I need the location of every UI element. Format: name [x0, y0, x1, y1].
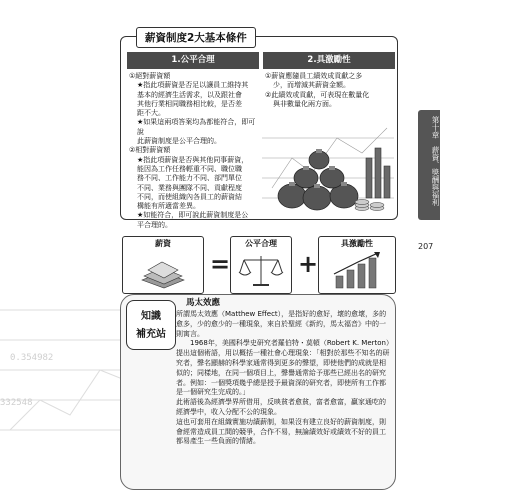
column-line: ①絕對薪資額: [129, 72, 171, 80]
column-line: 此薪資制度是公平合理的。: [137, 137, 221, 146]
column-line: 基本的經濟生活需求，以及跟社會: [137, 90, 242, 99]
knowledge-title: 馬太效應: [186, 298, 221, 308]
column-line: 不同，而使組織內各員工的薪資結: [137, 192, 242, 201]
money-stack-icon: [138, 250, 188, 290]
salary-label: 薪資: [155, 239, 171, 248]
column-line: 其他行業相同職務相比較，是否差: [137, 99, 242, 108]
badge-line-2: 補充站: [136, 329, 166, 340]
column-line: ★指此項薪資是否與其他同事薪資，: [137, 155, 249, 164]
knowledge-text: [176, 310, 390, 447]
knowledge-paragraph: 1968年，美國科學史研究者羅伯特・莫頓（Robert K. Merton）提出這個術語，用以概括一種社會心理現象：「相對於那些不知名的研究者，聲名顯赫的科學家通常得到更多的聲望，即使他們的成就是相似的；同樣地，在同一個項目上，聲譽通常給予那些已經出名的研究者。例如：一個獎項幾乎總是授予最資深的研究者，即使所有工作都是一個研究生完成的。」: [176, 339, 390, 397]
column-line: 不同、業務與團隊不同、貢獻程度: [137, 183, 242, 192]
background-decoration: [0, 280, 130, 480]
page-number: 207: [418, 242, 434, 251]
column-line: 與非數量化兩方面。: [273, 99, 336, 108]
money-bags-illustration: [262, 118, 394, 216]
balance-scale-icon: [238, 252, 284, 290]
column-line: ②此績效或貢獻，可表現在數量化: [265, 90, 370, 99]
fairness-label: 公平合理: [245, 239, 277, 248]
equals-sign: =: [210, 250, 231, 278]
column-line: 能因為工作任務輕重不同、職位職: [137, 164, 242, 173]
column-header-fairness: 1.公平合理: [127, 52, 259, 69]
motivation-text: [265, 72, 393, 109]
plus-sign: +: [298, 250, 319, 278]
column-line: ★指此項薪資是否足以讓員工維持其: [137, 81, 249, 90]
column-line: ①薪資應隨員工績效成貢獻之多: [265, 72, 363, 80]
column-line: 構能有所適當差異。: [137, 202, 200, 211]
knowledge-paragraph: 此術語後為經濟學界所借用，反映貧者愈貧，富者愈富，贏家通吃的經濟學中，收入分配不公的現象。: [176, 398, 386, 416]
column-line: 距不大。: [137, 109, 165, 118]
column-line: ★如能符合，即可說此薪資制度是公: [137, 211, 249, 220]
background-number: 0.354982: [10, 353, 54, 363]
badge-line-1: 知識: [141, 311, 161, 322]
column-line: 平合理的。: [137, 220, 172, 229]
column-line: 少，而增減其薪資金額。: [273, 81, 350, 90]
fairness-text: [129, 72, 261, 230]
motivation-label: 具激勵性: [341, 239, 373, 248]
section-title: 薪資制度2大基本條件: [136, 27, 256, 48]
growth-chart-icon: [330, 250, 386, 290]
column-line: ★如果這兩項答案均為都能符合，即可說: [137, 118, 256, 136]
background-number: 332548: [0, 398, 33, 408]
knowledge-paragraph: 這也可套用在組織實施功績薪制，如果沒有建立良好的薪資制度，則會經常造成員工間的競爭，合作不易，無論績效好或績效不好的員工都易產生一些負面的情緒。: [176, 417, 386, 446]
column-header-motivation: 2.具激勵性: [263, 52, 395, 69]
knowledge-paragraph: 所謂馬太效應（Matthew Effect），是指好的愈好，壞的愈壞，多的愈多，少的愈少的一種現象，來自於聖經《新約，馬太福音》中的一則寓言。: [176, 310, 387, 338]
chapter-side-tab: 第十章 薪資、獎酬與福利: [418, 110, 440, 220]
column-line: 務不同、工作能力不同、部門單位: [137, 174, 242, 183]
column-line: ②相對薪資額: [129, 146, 171, 155]
knowledge-badge: [126, 300, 176, 350]
